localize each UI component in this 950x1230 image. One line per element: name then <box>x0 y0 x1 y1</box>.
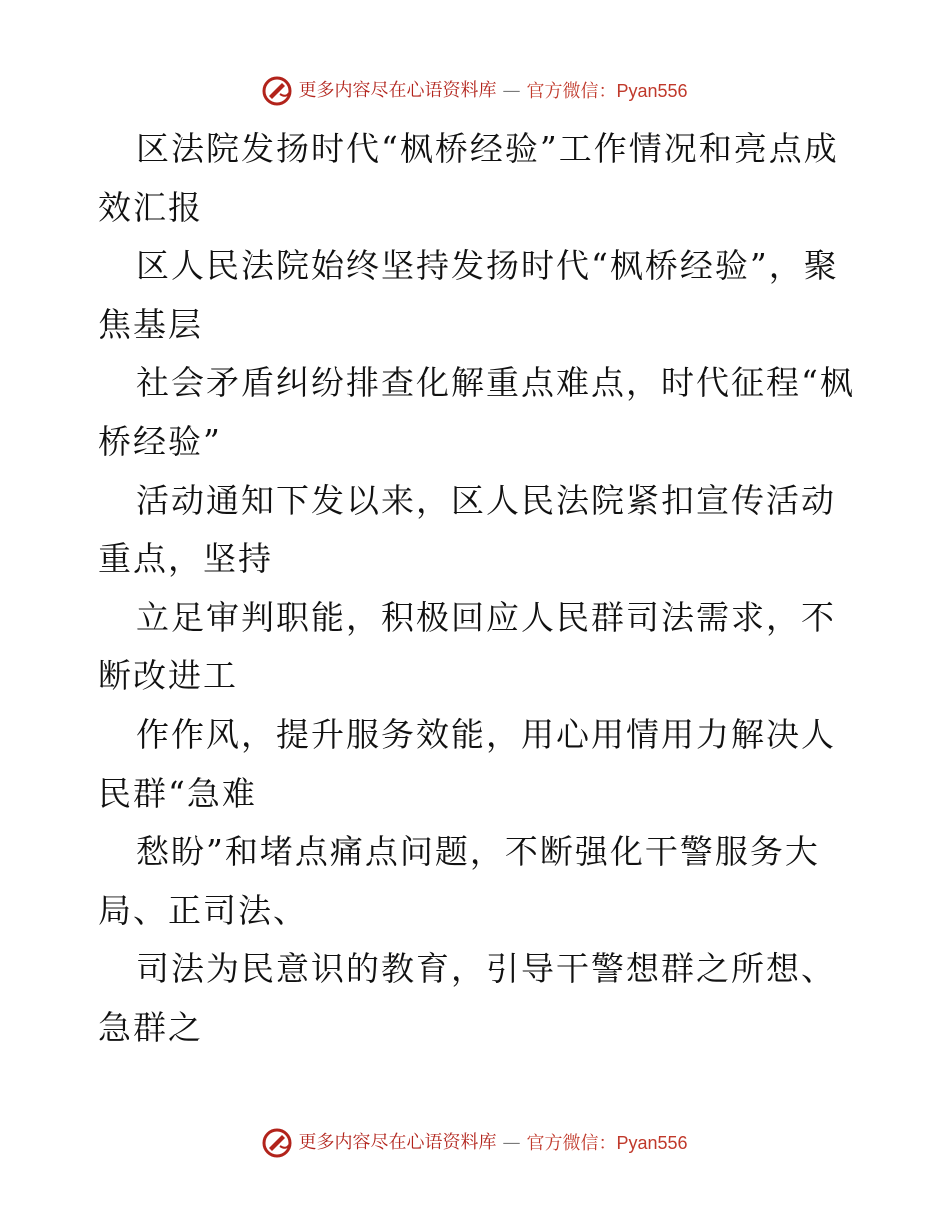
paragraph-line: 司法为民意识的教育，引导干警想群之所想、急群之 <box>98 949 836 1047</box>
header-watermark <box>0 76 950 106</box>
paragraph-line: 区人民法院始终坚持发扬时代“枫桥经验”，聚焦基层 <box>98 246 839 344</box>
paragraph-line: 活动通知下发以来，区人民法院紧扣宣传活动重点，坚持 <box>98 480 836 579</box>
library-logo-icon <box>262 76 292 106</box>
separator: — <box>502 80 521 101</box>
document-body <box>98 120 858 1058</box>
paragraph-line: 愁盼”和堵点痛点问题，不断强化干警服务大局、正司法、 <box>98 832 820 930</box>
wechat-text: 官方微信：Pyan556 <box>526 1133 688 1153</box>
library-logo-icon <box>262 1128 292 1158</box>
paragraph-line: 立足审判职能，积极回应人民群司法需求，不断改进工 <box>98 597 836 696</box>
wechat-text: 官方微信：Pyan556 <box>526 81 688 101</box>
brand-text: 更多内容尽在心语资料库 <box>298 1132 497 1153</box>
paragraph-line: 作作风，提升服务效能，用心用情用力解决人民群“急难 <box>98 714 836 813</box>
paragraph-line: 社会矛盾纠纷排查化解重点难点，时代征程“枫桥经验” <box>98 363 855 461</box>
separator: — <box>502 1132 521 1153</box>
footer-watermark <box>0 1128 950 1158</box>
paragraph-line: 区法院发扬时代“枫桥经验”工作情况和亮点成效汇报 <box>98 129 839 227</box>
brand-text: 更多内容尽在心语资料库 <box>298 80 497 101</box>
